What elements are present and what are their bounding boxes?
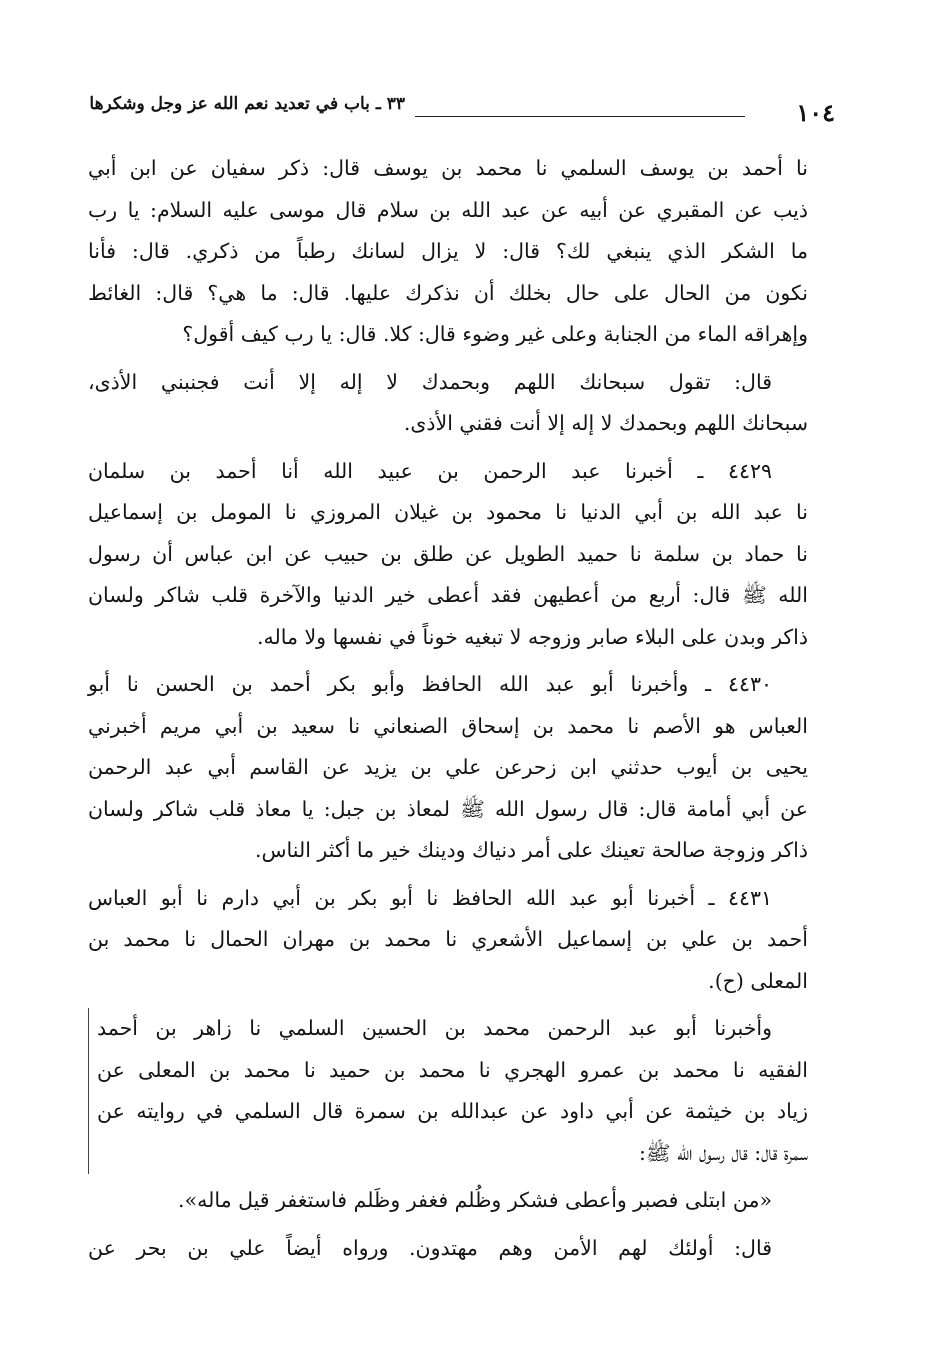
text-line: نا أحمد بن يوسف السلمي نا محمد بن يوسف قال: ذكر سفيان عن ابن أبي	[88, 156, 808, 180]
text-line: قال: أولئك لهم الأمن وهم مهتدون. ورواه أيضاً علي بن بحر عن	[88, 1235, 772, 1260]
text-line: نا حماد بن سلمة نا حميد الطويل عن طلق بن حبيب عن ابن عباس أن رسول	[88, 541, 808, 566]
text-line: ذاكر وبدن على البلاء صابر وزوجه لا تبغيه خوناً في نفسها ولا ماله.	[256, 624, 808, 649]
text-line: ما الشكر الذي ينبغي لك؟ قال: لا يزال لسانك رطباً من ذكري. قال: فأنا	[88, 239, 808, 263]
text-line: نكون من الحال على حال بخلك أن نذكرك عليها. قال: ما هي؟ قال: الغائط	[88, 280, 808, 305]
paragraph	[88, 362, 808, 445]
text-line: سبحانك اللهم وبحمدك لا إله إلا أنت فقني الأذى.	[403, 411, 808, 435]
header-rule	[415, 116, 745, 117]
text-line: ذيب عن المقبري عن أبيه عن عبد الله بن سلام قال موسى عليه السلام: يا رب	[88, 197, 808, 222]
hadith-quote	[88, 1180, 808, 1222]
paragraph	[88, 1228, 808, 1270]
text-line: أحمد بن علي بن إسماعيل الأشعري نا محمد بن مهران الحمال نا محمد بن	[88, 927, 808, 951]
text-line: ٤٤٣٠ ـ وأخبرنا أبو عبد الله الحافظ وأبو بكر أحمد بن الحسن نا أبو	[88, 672, 772, 696]
text-line: ذاكر وزوجة صالحة تعينك على أمر دنياك ودينك خير ما أكثر الناس.	[254, 838, 808, 862]
text-line: وأخبرنا أبو عبد الرحمن محمد بن الحسين السلمي نا زاهر بن أحمد	[97, 1016, 772, 1040]
text-line: يحيى بن أيوب حدثني ابن زحرعن علي بن يزيد عن القاسم أبي عبد الرحمن	[88, 755, 808, 779]
page-body	[88, 148, 808, 1275]
running-header	[89, 90, 835, 127]
paragraph	[88, 1008, 808, 1174]
hadith-4429	[88, 451, 808, 659]
text-line: الله ﷺ قال: أربع من أعطيهن فقد أعطى خير الدنيا والآخرة قلب شاكر ولسان	[88, 583, 808, 607]
text-line: «من ابتلى فصبر وأعطى فشكر وظُلم فغفر وظَلم فاستغفر قيل ماله».	[178, 1188, 772, 1212]
text-line: سمرة قال: قال رسول الله ﷺ:	[638, 1140, 808, 1165]
paragraph	[88, 148, 808, 356]
text-line: الفقيه نا محمد بن عمرو الهجري نا محمد بن حميد نا محمد بن المعلى عن	[97, 1057, 808, 1082]
text-line: نا عبد الله بن أبي الدنيا نا محمود بن غيلان المروزي نا المومل بن إسماعيل	[88, 500, 808, 524]
chapter-title: ٣٣ ـ باب في تعديد نعم الله عز وجل وشكرها	[89, 94, 405, 114]
text-line: المعلى (ح).	[708, 968, 808, 993]
text-line: ٤٤٣١ ـ أخبرنا أبو عبد الله الحافظ نا أبو بكر بن أبي دارم نا أبو العباس	[88, 885, 772, 910]
text-line: ٤٤٢٩ ـ أخبرنا عبد الرحمن بن عبيد الله أنا أحمد بن سلمان	[88, 458, 772, 483]
text-line: العباس هو الأصم نا محمد بن إسحاق الصنعاني نا سعيد بن أبي مريم أخبرني	[88, 713, 808, 738]
page-number: ١٠٤	[796, 98, 835, 127]
text-line: قال: تقول سبحانك اللهم وبحمدك لا إله إلا أنت فجنبني الأذى،	[88, 369, 772, 394]
text-line: زياد بن خيثمة عن أبي داود عن عبدالله بن سمرة قال السلمي في روايته عن	[97, 1099, 808, 1123]
text-line: عن أبي أمامة قال: قال رسول الله ﷺ لمعاذ بن جبل: يا معاذ قلب شاكر ولسان	[88, 796, 808, 821]
hadith-4431	[88, 878, 808, 1003]
hadith-4430	[88, 664, 808, 872]
text-line: وإهراقه الماء من الجنابة وعلى غير وضوء قال: كلا. قال: يا رب كيف أقول؟	[182, 322, 808, 346]
